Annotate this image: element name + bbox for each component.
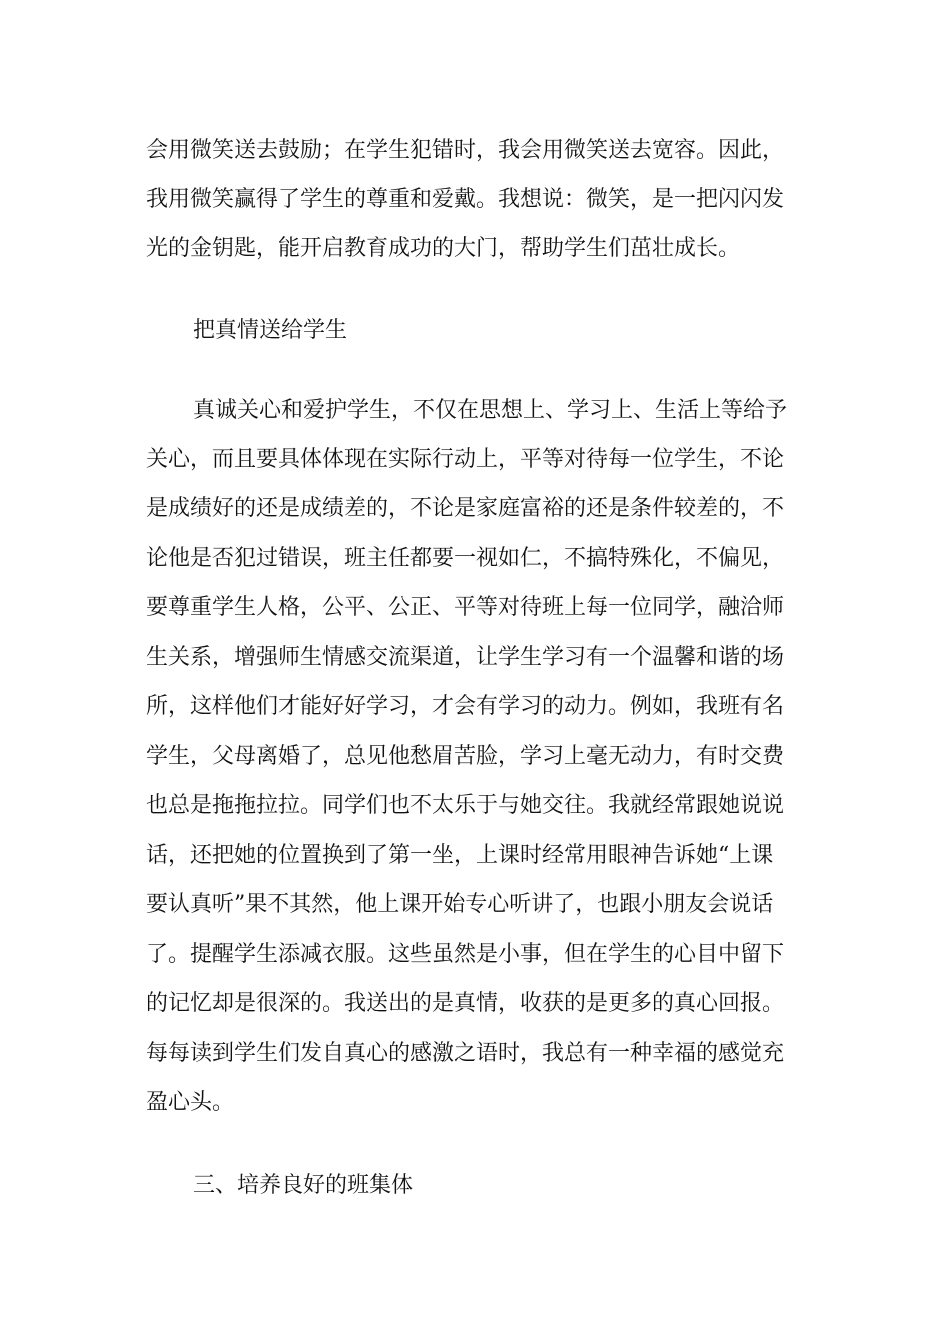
text-line: 会用微笑送去鼓励；在学生犯错时，我会用微笑送去宽容。因此， [146, 138, 785, 163]
text-line: 话，还把她的位置换到了第一坐，上课时经常用眼神告诉她“上课 [146, 843, 774, 868]
text-line: 所，这样他们才能好好学习，才会有学习的动力。例如，我班有名 [146, 694, 785, 719]
text-line: 学生，父母离婚了，总见他愁眉苦脸，学习上毫无动力，有时交费 [146, 744, 785, 769]
text-line: 生关系，增强师生情感交流渠道，让学生学习有一个温馨和谐的场 [146, 645, 785, 670]
section-heading: 三、培养良好的班集体 [193, 1173, 414, 1198]
text-line: 关心，而且要具体体现在实际行动上，平等对待每一位学生，不论 [146, 447, 785, 472]
text-line: 也总是拖拖拉拉。同学们也不太乐于与她交往。我就经常跟她说说 [146, 793, 785, 818]
section-heading: 把真情送给学生 [193, 318, 348, 343]
text-line: 我用微笑赢得了学生的尊重和爱戴。我想说：微笑，是一把闪闪发 [146, 187, 785, 212]
text-line: 盈心头。 [146, 1090, 235, 1115]
text-line: 论他是否犯过错误，班主任都要一视如仁，不搞特殊化，不偏见， [146, 546, 785, 571]
text-line: 要尊重学生人格，公平、公正、平等对待班上每一位同学，融洽师 [146, 595, 785, 620]
text-line: 了。提醒学生添减衣服。这些虽然是小事，但在学生的心目中留下 [146, 942, 785, 967]
text-line: 是成绩好的还是成绩差的，不论是家庭富裕的还是条件较差的，不 [146, 496, 785, 521]
text-line: 真诚关心和爱护学生，不仅在思想上、学习上、生活上等给予 [193, 398, 788, 423]
text-line: 每每读到学生们发自真心的感激之语时，我总有一种幸福的感觉充 [146, 1041, 785, 1066]
text-line: 的记忆却是很深的。我送出的是真情，收获的是更多的真心回报。 [146, 991, 785, 1016]
text-line: 要认真听”果不其然，他上课开始专心听讲了，也跟小朋友会说话 [146, 892, 774, 917]
text-line: 光的金钥匙，能开启教育成功的大门，帮助学生们茁壮成长。 [146, 236, 741, 261]
